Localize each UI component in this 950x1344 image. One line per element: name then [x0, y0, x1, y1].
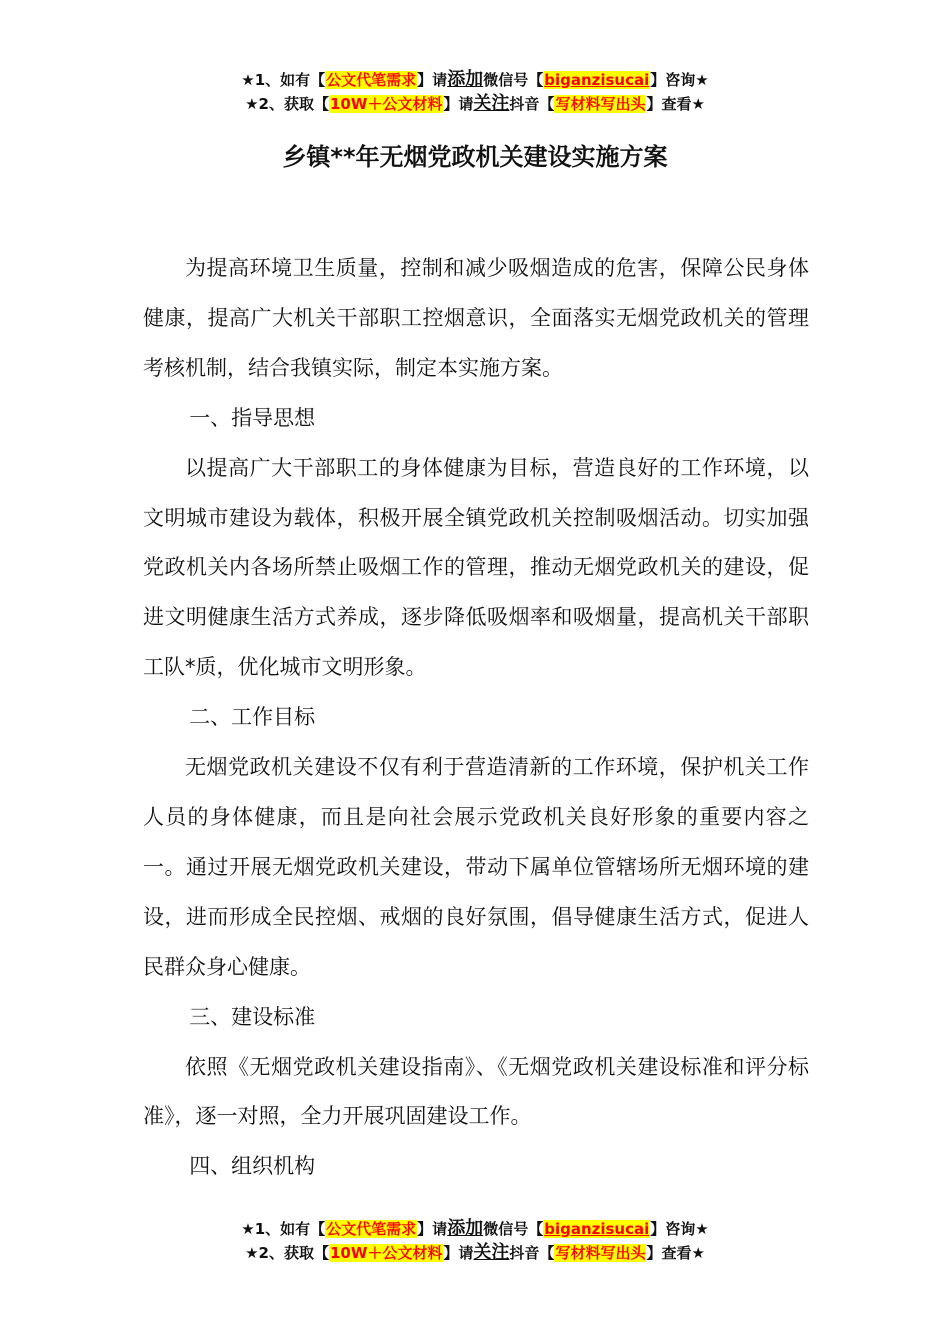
banner-emphasis: 关注	[473, 93, 510, 114]
section-heading: 四、组织机构	[189, 1154, 316, 1179]
top-banner	[0, 68, 950, 116]
bottom-banner	[0, 1217, 950, 1265]
banner-highlight: 10W＋公文材料	[329, 1244, 443, 1262]
banner-text: 】咨询★	[650, 1220, 709, 1238]
banner-text: ★2、获取【	[245, 95, 329, 113]
banner-highlight: 公文代笔需求	[326, 71, 417, 89]
banner-highlight: 10W＋公文材料	[329, 95, 443, 113]
banner-line-2	[0, 1241, 950, 1265]
banner-text: 抖音【	[509, 95, 555, 113]
banner-emphasis: 添加	[447, 69, 484, 90]
banner-text: ★2、获取【	[245, 1244, 329, 1262]
banner-highlight: 公文代笔需求	[326, 1220, 417, 1238]
wechat-id-link[interactable]: biganzisucai	[544, 71, 650, 89]
banner-line-2	[0, 92, 950, 116]
banner-text: 】查看★	[646, 1244, 705, 1262]
document-title: 乡镇**年无烟党政机关建设实施方案	[282, 143, 668, 171]
banner-text: 】咨询★	[650, 71, 709, 89]
banner-text: 】查看★	[646, 95, 705, 113]
banner-highlight: 写材料写出头	[555, 1244, 646, 1262]
banner-line-1	[0, 68, 950, 92]
banner-text: 微信号【	[483, 1220, 544, 1238]
banner-highlight: 写材料写出头	[555, 95, 646, 113]
wechat-id-link[interactable]: biganzisucai	[544, 1220, 650, 1238]
body-paragraph: 无烟党政机关建设不仅有利于营造清新的工作环境，保护机关工作人员的身体健康，而且是向社会展示党政机关良好形象的重要内容之一。通过开展无烟党政机关建设，带动下属单位管辖场所无烟环境的建设，进而形成全民控烟、戒烟的良好氛围，倡导健康生活方式，促进人民群众身心健康。	[143, 755, 809, 979]
section-heading: 三、建设标准	[189, 1004, 316, 1029]
body-paragraph: 为提高环境卫生质量，控制和减少吸烟造成的危害，保障公民身体健康，提高广大机关干部职工控烟意识，全面落实无烟党政机关的管理考核机制，结合我镇实际，制定本实施方案。	[143, 256, 809, 380]
banner-text: 】请	[443, 1244, 474, 1262]
banner-emphasis: 添加	[447, 1218, 484, 1239]
banner-text: 】请	[443, 95, 474, 113]
document-body	[143, 244, 809, 1192]
banner-line-1	[0, 1217, 950, 1241]
section-heading: 一、指导思想	[189, 405, 316, 430]
banner-text: 微信号【	[483, 71, 544, 89]
banner-text: ★1、如有【	[241, 1220, 326, 1238]
banner-emphasis: 关注	[473, 1242, 510, 1263]
banner-text: 】请	[417, 1220, 448, 1238]
banner-text: 】请	[417, 71, 448, 89]
banner-text: 抖音【	[509, 1244, 555, 1262]
banner-text: ★1、如有【	[241, 71, 326, 89]
section-heading: 二、工作目标	[189, 705, 316, 730]
body-paragraph: 以提高广大干部职工的身体健康为目标，营造良好的工作环境，以文明城市建设为载体，积极开展全镇党政机关控制吸烟活动。切实加强党政机关内各场所禁止吸烟工作的管理，推动无烟党政机关的建设，促进文明健康生活方式养成，逐步降低吸烟率和吸烟量，提高机关干部职工队*质，优化城市文明形象。	[143, 455, 809, 680]
body-paragraph: 依照《无烟党政机关建设指南》、《无烟党政机关建设标准和评分标准》，逐一对照，全力开展巩固建设工作。	[143, 1054, 809, 1129]
